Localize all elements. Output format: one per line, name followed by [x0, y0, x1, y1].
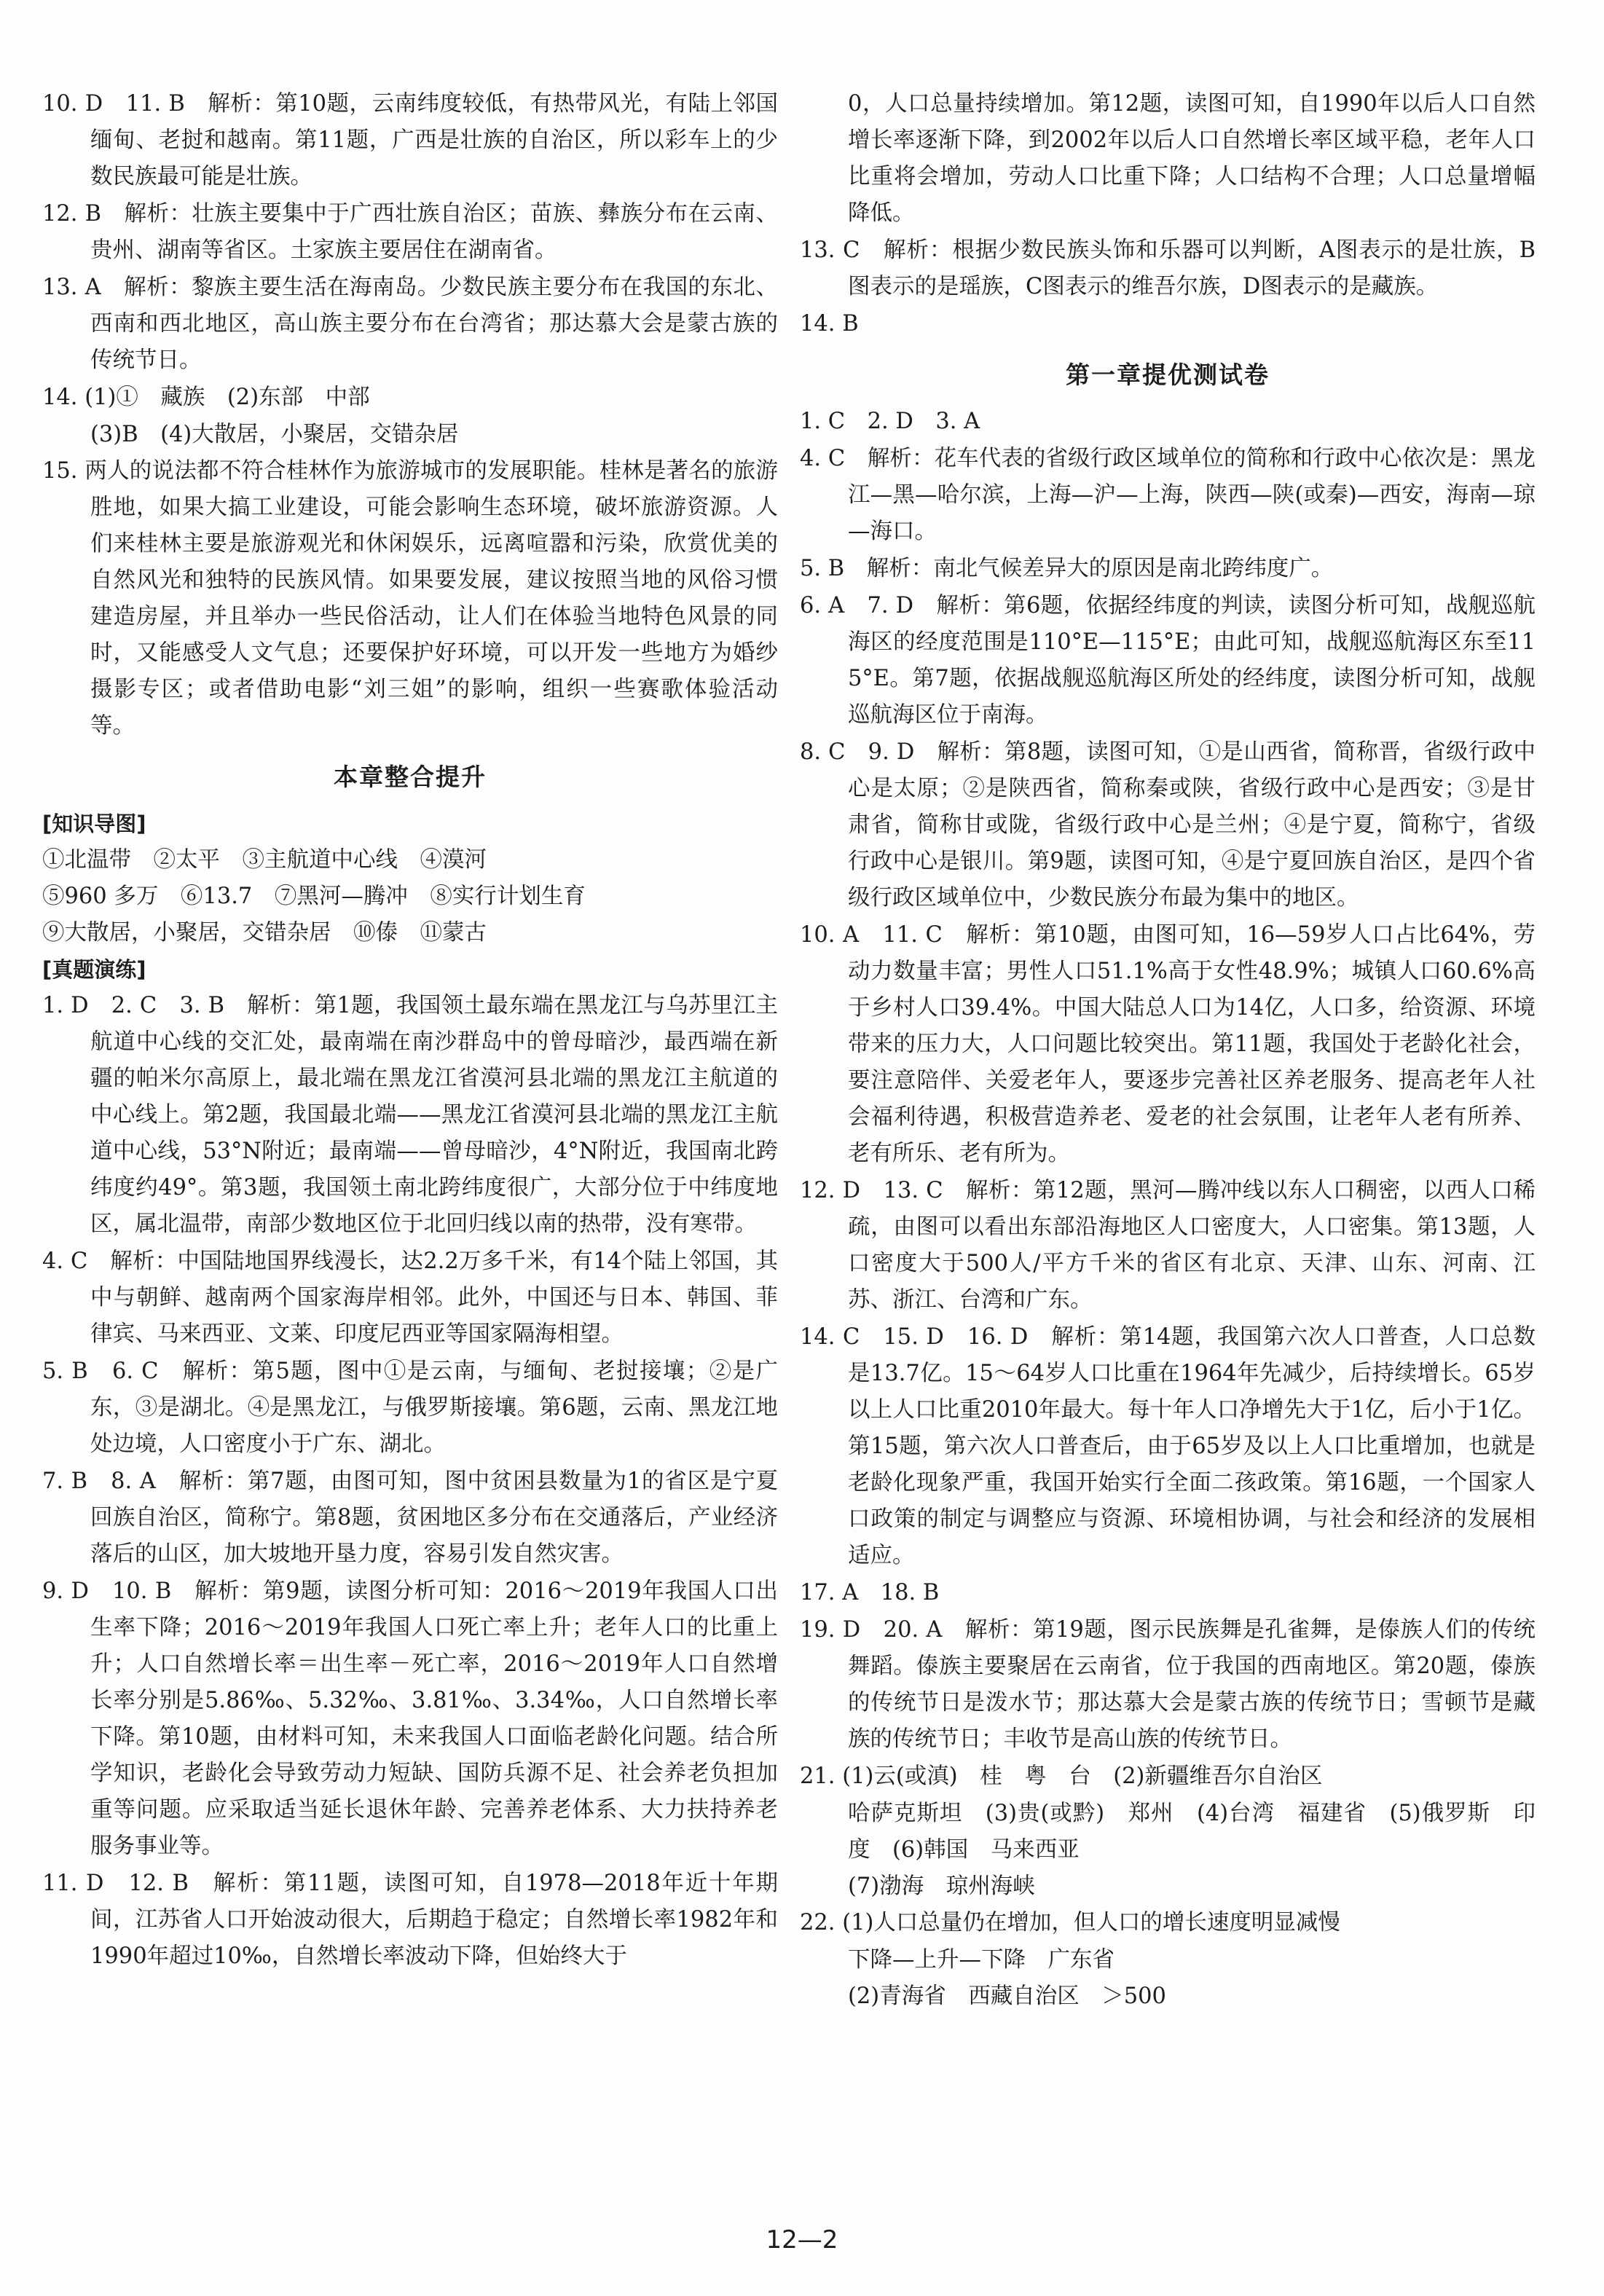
answer-item: 10. D 11. B 解析：第10题，云南纬度较低，有热带风光，有陆上邻国缅甸、老挝和越南。第11题，广西是壮族的自治区，所以彩车上的少数民族最可能是壮族。 [42, 91, 778, 189]
answer-item: 15. 两人的说法都不符合桂林作为旅游城市的发展职能。桂林是著名的旅游胜地，如果大搞工业建设，可能会影响生态环境，破坏旅游资源。人们来桂林主要是旅游观光和休闲娱乐，远离喧嚣和污染，欣赏优美的自然风光和独特的民族风情。如果要发展，建议按照当地的风俗习惯建造房屋，并且举办一些民俗活动，让人们在体验当地特色风景的同时，又能感受人文气息；还要保护好环境，可以开发一些地方为婚纱摄影专区；或者借助电影“刘三姐”的影响，组织一些赛歌体验活动等。 [42, 458, 778, 739]
knowledge-map-label: [知识导图] [42, 811, 146, 836]
answer-subline: (7)渤海 琼州海峡 [848, 1874, 1035, 1899]
answer-item: 12. D 13. C 解析：第12题，黑河—腾冲线以东人口稠密，以西人口稀疏，由图可以看出东部沿海地区人口密度大，人口密集。第13题，人口密度大于500人/平方千米的省区有北京、天津、山东、河南、江苏、浙江、台湾和广东。 [800, 1178, 1536, 1313]
answer-item-continued: 0，人口总量持续增加。第12题，读图可知，自1990年以后人口自然增长率逐渐下降，到2002年以后人口自然增长率区域平稳，老年人口比重将会增加，劳动人口比重下降；人口结构不合理；人口总量增幅降低。 [848, 91, 1536, 226]
answer-subline: (2)青海省 西藏自治区 ＞500 [848, 1984, 1166, 2009]
answer-item: 4. C 解析：中国陆地国界线漫长，达2.2万多千米，有14个陆上邻国，其中与朝鲜、越南两个国家海岸相邻。此外，中国还与日本、韩国、菲律宾、马来西亚、文莱、印度尼西亚等国家隔海相望。 [42, 1249, 778, 1347]
answer-subline: 哈萨克斯坦 (3)贵(或黔) 郑州 (4)台湾 福建省 (5)俄罗斯 印度 (6)韩国 马来西亚 [848, 1801, 1536, 1863]
answer-item: 14. B [800, 311, 859, 337]
answer-item: 17. A 18. B [800, 1580, 940, 1605]
answer-item: 1. C 2. D 3. A [800, 409, 980, 434]
answer-item: 10. A 11. C 解析：第10题，由图可知，16—59岁人口占比64%，劳动力数量丰富；男性人口51.1%高于女性48.9%；城镇人口60.6%高于乡村人口39.4%。中国大陆总人口为14亿，人口多，给资源、环境带来的压力大，人口问题比较突出。第11题，我国处于老龄化社会，要注意陪伴、关爱老年人，要逐步完善社区养老服务、提高老年人社会福利待遇，积极营造养老、爱老的社会氛围，让老年人老有所养、老有所乐、老有所为。 [800, 922, 1536, 1166]
left-column [42, 86, 778, 1975]
answer-item: 13. A 解析：黎族主要生活在海南岛。少数民族主要分布在我国的东北、西南和西北地区，高山族主要分布在台湾省；那达慕大会是蒙古族的传统节日。 [42, 275, 778, 373]
answer-subline: 下降—上升—下降 广东省 [848, 1947, 1114, 1973]
answer-item: 22. (1)人口总量仍在增加，但人口的增长速度明显减慢 [800, 1910, 1340, 1935]
answer-item: 7. B 8. A 解析：第7题，由图可知，图中贫困县数量为1的省区是宁夏回族自治区，简称宁。第8题，贫困地区多分布在交通落后，产业经济落后的山区，加大坡地开垦力度，容易引发自然灾害。 [42, 1469, 778, 1567]
answer-item: 5. B 6. C 解析：第5题，图中①是云南，与缅甸、老挝接壤；②是广东，③是湖北。④是黑龙江，与俄罗斯接壤。第6题，云南、黑龙江地处边境，人口密度小于广东、湖北。 [42, 1359, 778, 1457]
answer-item: 19. D 20. A 解析：第19题，图示民族舞是孔雀舞，是傣族人们的传统舞蹈。傣族主要聚居在云南省，位于我国的西南地区。第20题，傣族的传统节日是泼水节；那达慕大会是蒙古族的传统节日；雪顿节是藏族的传统节日；丰收节是高山族的传统节日。 [800, 1617, 1536, 1752]
answer-item: 6. A 7. D 解析：第6题，依据经纬度的判读，读图分析可知，战舰巡航海区的经度范围是110°E—115°E；由此可知，战舰巡航海区东至115°E。第7题，依据战舰巡航海区所处的经纬度，读图分析可知，战舰巡航海区位于南海。 [800, 593, 1536, 728]
answer-subline: (3)B (4)大散居，小聚居，交错杂居 [90, 422, 459, 447]
knowledge-line: ⑨大散居，小聚居，交错杂居 ⑩傣 ⑪蒙古 [42, 920, 487, 945]
knowledge-line: ⑤960 多万 ⑥13.7 ⑦黑河—腾冲 ⑧实行计划生育 [42, 884, 586, 909]
section-title-chapter-test: 第一章提优测试卷 [1066, 361, 1270, 389]
answer-item: 14. C 15. D 16. D 解析：第14题，我国第六次人口普查，人口总数是13.7亿。15～64岁人口比重在1964年先减少，后持续增长。65岁以上人口比重2010年最大。每十年人口净增先大于1亿，后小于1亿。第15题，第六次人口普查后，由于65岁及以上人口比重增加，也就是老龄化现象严重，我国开始实行全面二孩政策。第16题，一个国家人口政策的制定与调整应与资源、环境相协调，与社会和经济的发展相适应。 [800, 1324, 1536, 1568]
answer-item: 9. D 10. B 解析：第9题，读图分析可知：2016～2019年我国人口出生率下降；2016～2019年我国人口死亡率上升；老年人口的比重上升；人口自然增长率＝出生率－死亡率，2016～2019年人口自然增长率分别是5.86‰、5.32‰、3.81‰、3.34‰，人口自然增长率下降。第10题，由材料可知，未来我国人口面临老龄化问题。结合所学知识，老龄化会导致劳动力短缺、国防兵源不足、社会养老负担加重等问题。应采取适当延长退休年龄、完善养老体系、大力扶持养老服务事业等。 [42, 1578, 778, 1859]
page-number: 12—2 [766, 2225, 838, 2254]
right-column [800, 86, 1536, 2015]
answer-item: 11. D 12. B 解析：第11题，读图可知，自1978—2018年近十年期间，江苏省人口开始波动很大，后期趋于稳定；自然增长率1982年和1990年超过10‰，自然增长率波动下降，但始终大于 [42, 1871, 778, 1969]
knowledge-line: ①北温带 ②太平 ③主航道中心线 ④漠河 [42, 847, 487, 873]
answer-item: 21. (1)云(或滇) 桂 粤 台 (2)新疆维吾尔自治区 [800, 1764, 1323, 1789]
answer-item: 12. B 解析：壮族主要集中于广西壮族自治区；苗族、彝族分布在云南、贵州、湖南等省区。土家族主要居住在湖南省。 [42, 201, 778, 263]
answer-item: 14. (1)① 藏族 (2)东部 中部 [42, 385, 370, 410]
section-title-chapter-review: 本章整合提升 [334, 763, 487, 791]
answer-item: 5. B 解析：南北气候差异大的原因是南北跨纬度广。 [800, 556, 1334, 581]
answer-item: 8. C 9. D 解析：第8题，读图可知，①是山西省，简称晋，省级行政中心是太原；②是陕西省，简称秦或陕，省级行政中心是西安；③是甘肃省，简称甘或陇，省级行政中心是兰州；④是宁夏，简称宁，省级行政中心是银川。第9题，读图可知，④是宁夏回族自治区，是四个省级行政区域单位中，少数民族分布最为集中的地区。 [800, 739, 1536, 911]
answer-item: 4. C 解析：花车代表的省级行政区域单位的简称和行政中心依次是：黑龙江—黑—哈尔滨，上海—沪—上海，陕西—陕(或秦)—西安，海南—琼—海口。 [800, 446, 1536, 544]
answer-item: 1. D 2. C 3. B 解析：第1题，我国领土最东端在黑龙江与乌苏里江主航道中心线的交汇处，最南端在南沙群岛中的曾母暗沙，最西端在新疆的帕米尔高原上，最北端在黑龙江省漠河县北端的黑龙江主航道的中心线上。第2题，我国最北端——黑龙江省漠河县北端的黑龙江主航道中心线，53°N附近；最南端——曾母暗沙，4°N附近，我国南北跨纬度约49°。第3题，我国领土南北跨纬度很广，大部分位于中纬度地区，属北温带，南部少数地区位于北回归线以南的热带，没有寒带。 [42, 993, 778, 1237]
answer-item: 13. C 解析：根据少数民族头饰和乐器可以判断，A图表示的是壮族，B图表示的是瑶族，C图表示的维吾尔族，D图表示的是藏族。 [800, 237, 1536, 299]
practice-label: [真题演练] [42, 957, 146, 982]
